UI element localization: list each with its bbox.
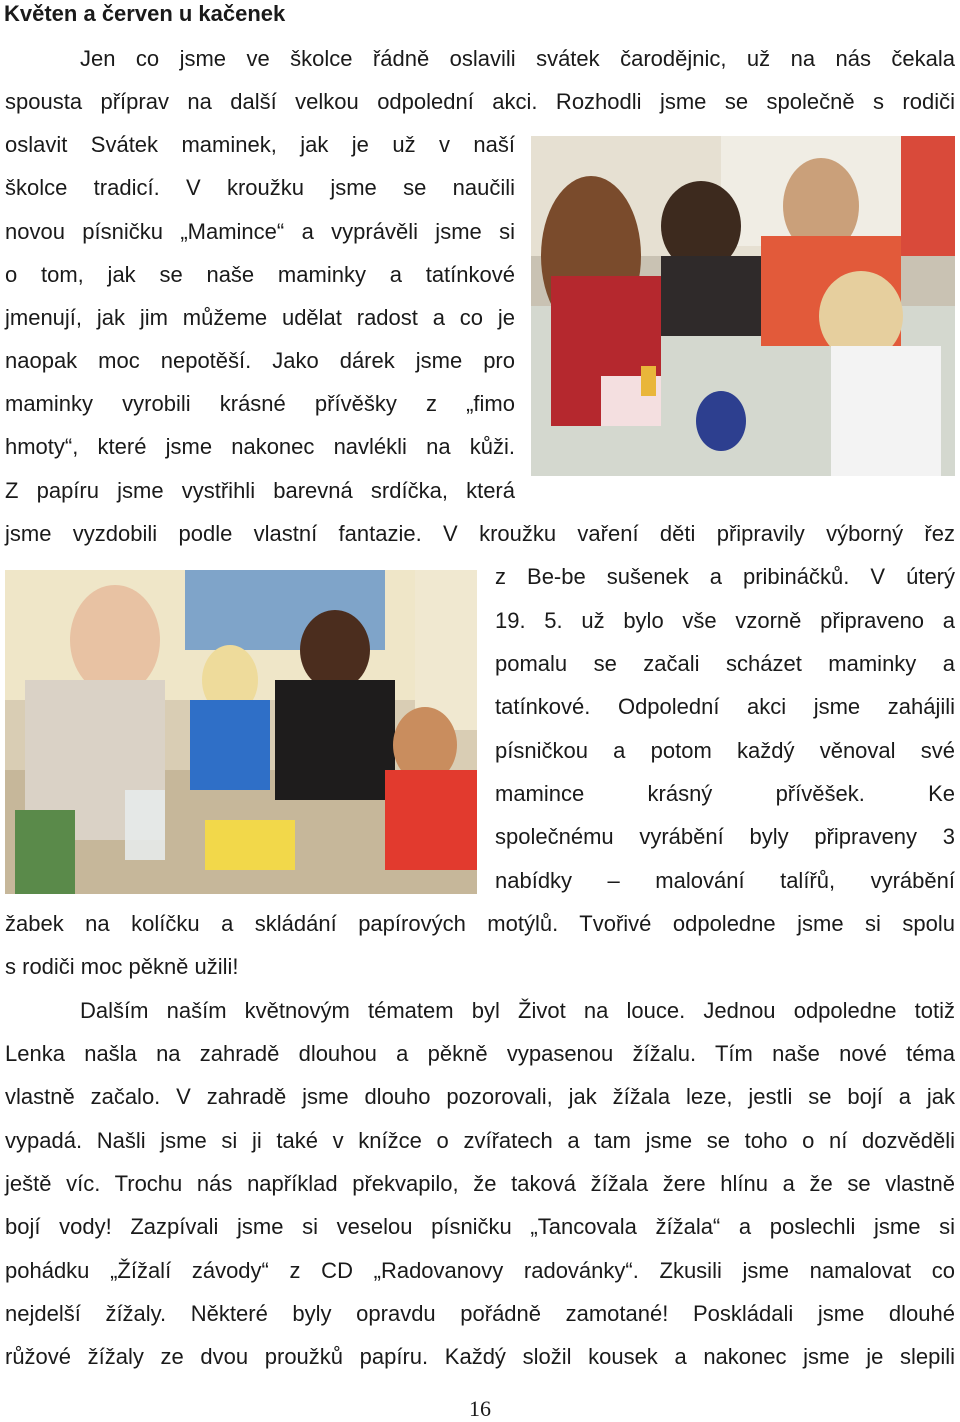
text-line: ještě víc. Trochu nás například překvapilo, že taková žížala žere hlínu a že se vlastně bbox=[5, 1171, 955, 1196]
text-line: Z papíru jsme vystřihli barevná srdíčka, která bbox=[5, 478, 515, 503]
text-line: novou písničku „Mamince“ a vyprávěli jsme si bbox=[5, 219, 515, 244]
photo-parents-children-image bbox=[5, 570, 477, 894]
text-line: jmenují, jak jim můžeme udělat radost a co je bbox=[5, 305, 515, 330]
page-title: Květen a červen u kačenek bbox=[4, 1, 286, 26]
text-line: Jen co jsme ve školce řádně oslavili svátek čarodějnic, už na nás čekala bbox=[80, 46, 955, 71]
text-line: hmoty“, které jsme nakonec navlékli na kůži. bbox=[5, 434, 515, 459]
text-line: o tom, jak se naše maminky a tatínkové bbox=[5, 262, 515, 287]
text-line: s rodiči moc pěkně užili! bbox=[5, 954, 239, 979]
text-line: žabek na kolíčku a skládání papírových motýlů. Tvořivé odpoledne jsme si spolu bbox=[5, 911, 955, 936]
text-line: spousta příprav na další velkou odpolední akci. Rozhodli jsme se společně s rodiči bbox=[5, 89, 955, 114]
photo-crafting-table bbox=[531, 136, 955, 476]
text-line: z Be-be sušenek a pribináčků. V úterý bbox=[495, 564, 955, 589]
page-number: 16 bbox=[469, 1396, 491, 1421]
text-line: maminky vyrobili krásné přívěšky z „fimo bbox=[5, 391, 515, 416]
text-line: pohádku „Žížalí závody“ z CD „Radovanovy radovánky“. Zkusili jsme namalovat co bbox=[5, 1258, 955, 1283]
text-line: oslavit Svátek maminek, jak je už v naší bbox=[5, 132, 515, 157]
text-line: tatínkové. Odpolední akci jsme zahájili bbox=[495, 694, 955, 719]
text-line: vypadá. Našli jsme si ji také v knížce o zvířatech a tam jsme se toho o ní dozvěděli bbox=[5, 1128, 955, 1153]
text-line: pomalu se začali scházet maminky a bbox=[495, 651, 955, 676]
photo-parents-children bbox=[5, 570, 477, 894]
text-line: školce tradicí. V kroužku jsme se naučili bbox=[5, 175, 515, 200]
text-line: vlastně začalo. V zahradě jsme dlouho pozorovali, jak žížala leze, jestli se bojí a jak bbox=[5, 1084, 955, 1109]
text-line: Lenka našla na zahradě dlouhou a pěkně vypasenou žížalu. Tím naše nové téma bbox=[5, 1041, 955, 1066]
text-line: nabídky – malování talířů, vyrábění bbox=[495, 868, 955, 893]
text-line: růžové žížaly ze dvou proužků papíru. Každý složil kousek a nakonec jsme je slepili bbox=[5, 1344, 955, 1369]
text-line: bojí vody! Zazpívali jsme si veselou písničku „Tancovala žížala“ a poslechli jsme si bbox=[5, 1214, 955, 1239]
text-line: Dalším naším květnovým tématem byl Život na louce. Jednou odpoledne totiž bbox=[80, 998, 955, 1023]
text-line: mamince krásný přívěšek. Ke bbox=[495, 781, 955, 806]
text-line: společnému vyrábění byly připraveny 3 bbox=[495, 824, 955, 849]
text-line: písničkou a potom každý věnoval své bbox=[495, 738, 955, 763]
text-line: nejdelší žížaly. Některé byly opravdu pořádně zamotané! Poskládali jsme dlouhé bbox=[5, 1301, 955, 1326]
text-line: 19. 5. už bylo vše vzorně připraveno a bbox=[495, 608, 955, 633]
photo-crafting-table-image bbox=[531, 136, 955, 476]
text-line: naopak moc nepotěší. Jako dárek jsme pro bbox=[5, 348, 515, 373]
text-line: jsme vyzdobili podle vlastní fantazie. V kroužku vaření děti připravily výborný řez bbox=[5, 521, 955, 546]
